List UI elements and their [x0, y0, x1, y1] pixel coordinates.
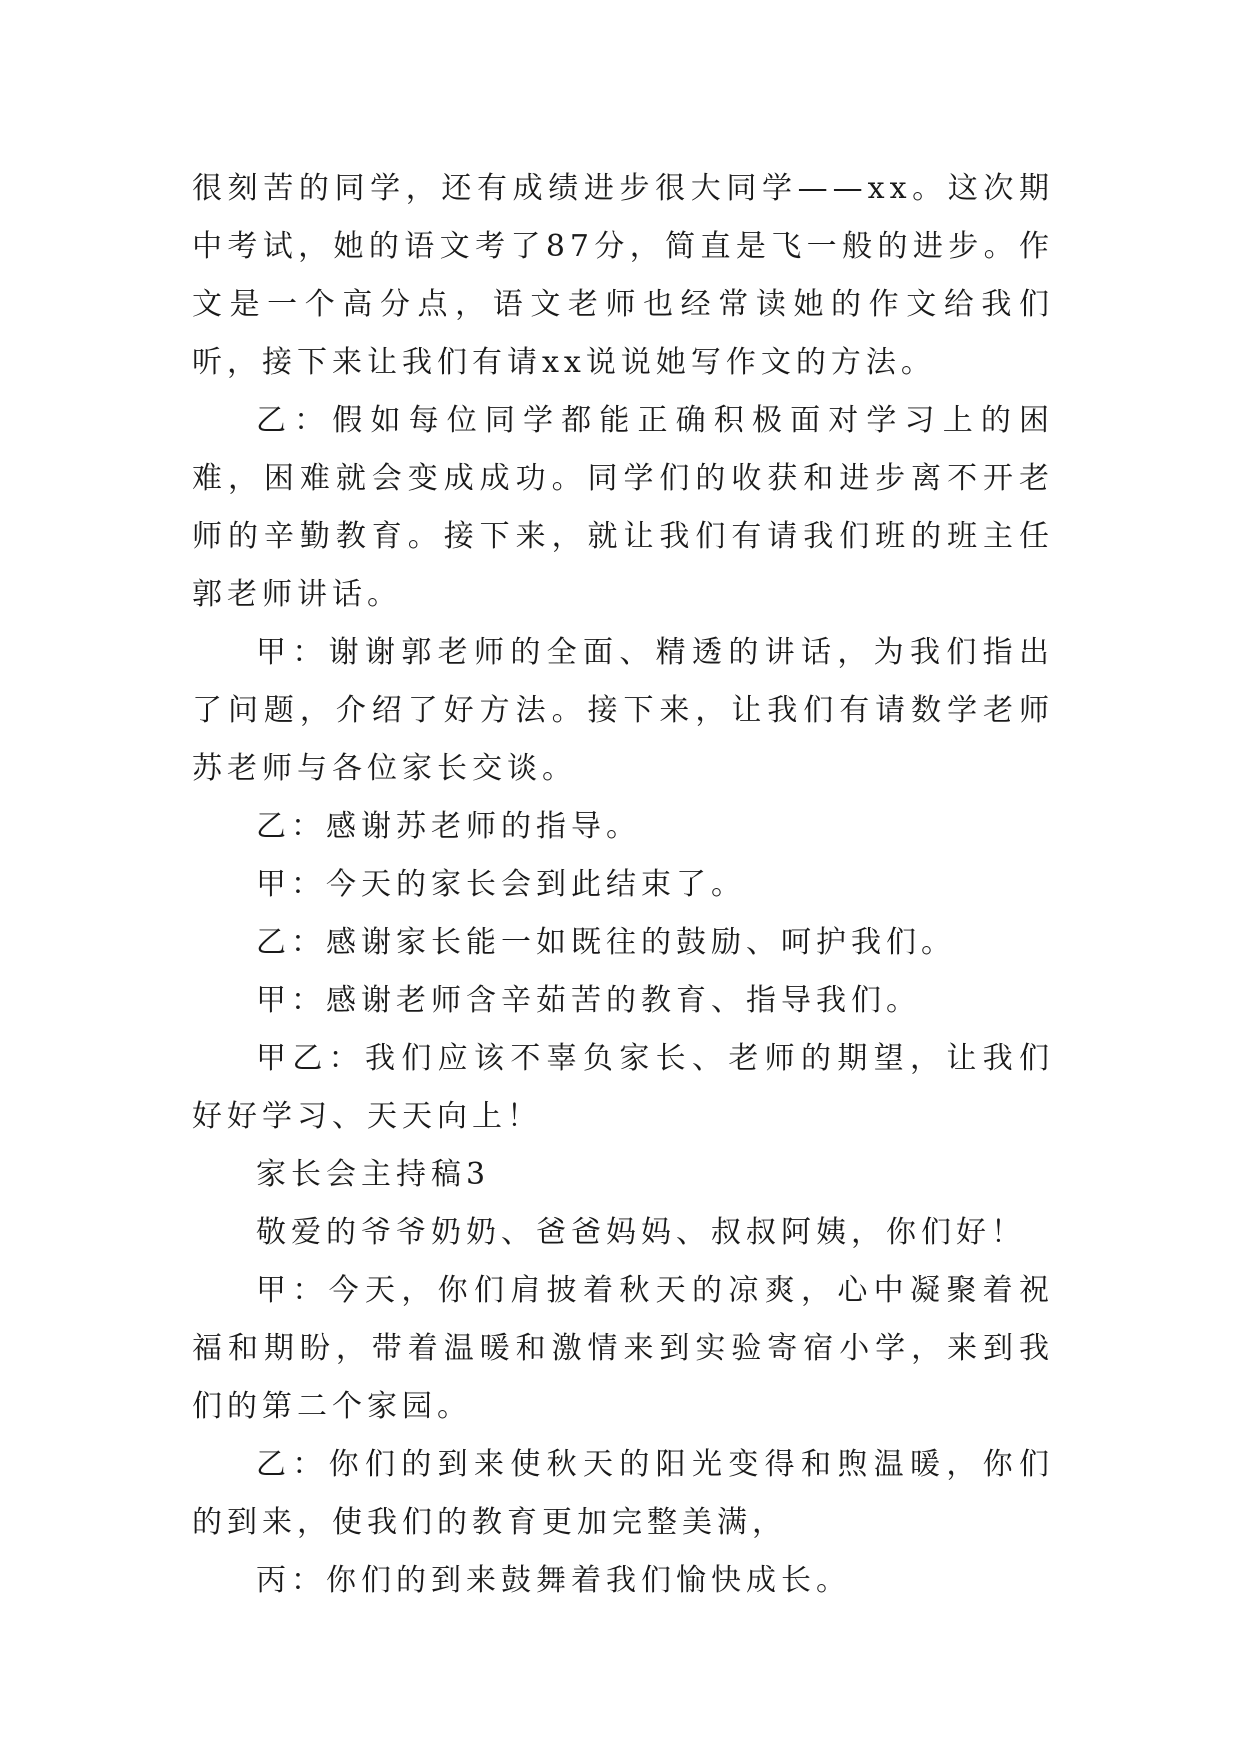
section-heading: 家长会主持稿3: [256, 1157, 491, 1192]
paragraph-1: 很刻苦的同学，还有成绩进步很大同学——xx。这次期中考试，她的语文考了87分，简直是飞一般的进步。作文是一个高分点，语文老师也经常读她的作文给我们听，接下来让我们有请xx说说她写作文的方法。: [192, 171, 1054, 380]
paragraph-11: 甲：今天，你们肩披着秋天的凉爽，心中凝聚着祝福和期盼，带着温暖和激情来到实验寄宿小学，来到我们的第二个家园。: [192, 1273, 1054, 1424]
paragraph-6: 乙：感谢家长能一如既往的鼓励、呵护我们。: [256, 925, 956, 960]
greeting-paragraph: 敬爱的爷爷奶奶、爸爸妈妈、叔叔阿姨，你们好！: [256, 1215, 1026, 1250]
paragraph-7: 甲：感谢老师含辛茹苦的教育、指导我们。: [256, 983, 921, 1018]
paragraph-3: 甲：谢谢郭老师的全面、精透的讲话，为我们指出了问题，介绍了好方法。接下来，让我们有请数学老师苏老师与各位家长交谈。: [192, 635, 1054, 786]
paragraph-2: 乙：假如每位同学都能正确积极面对学习上的困难，困难就会变成成功。同学们的收获和进步离不开老师的辛勤教育。接下来，就让我们有请我们班的班主任郭老师讲话。: [192, 403, 1054, 612]
paragraph-4: 乙：感谢苏老师的指导。: [256, 809, 641, 844]
paragraph-13: 丙：你们的到来鼓舞着我们愉快成长。: [256, 1563, 851, 1598]
paragraph-8: 甲乙：我们应该不辜负家长、老师的期望，让我们好好学习、天天向上！: [192, 1041, 1054, 1134]
paragraph-5: 甲：今天的家长会到此结束了。: [256, 867, 746, 902]
paragraph-12: 乙：你们的到来使秋天的阳光变得和煦温暖，你们的到来，使我们的教育更加完整美满，: [192, 1447, 1054, 1540]
document-body: [192, 160, 1054, 1610]
